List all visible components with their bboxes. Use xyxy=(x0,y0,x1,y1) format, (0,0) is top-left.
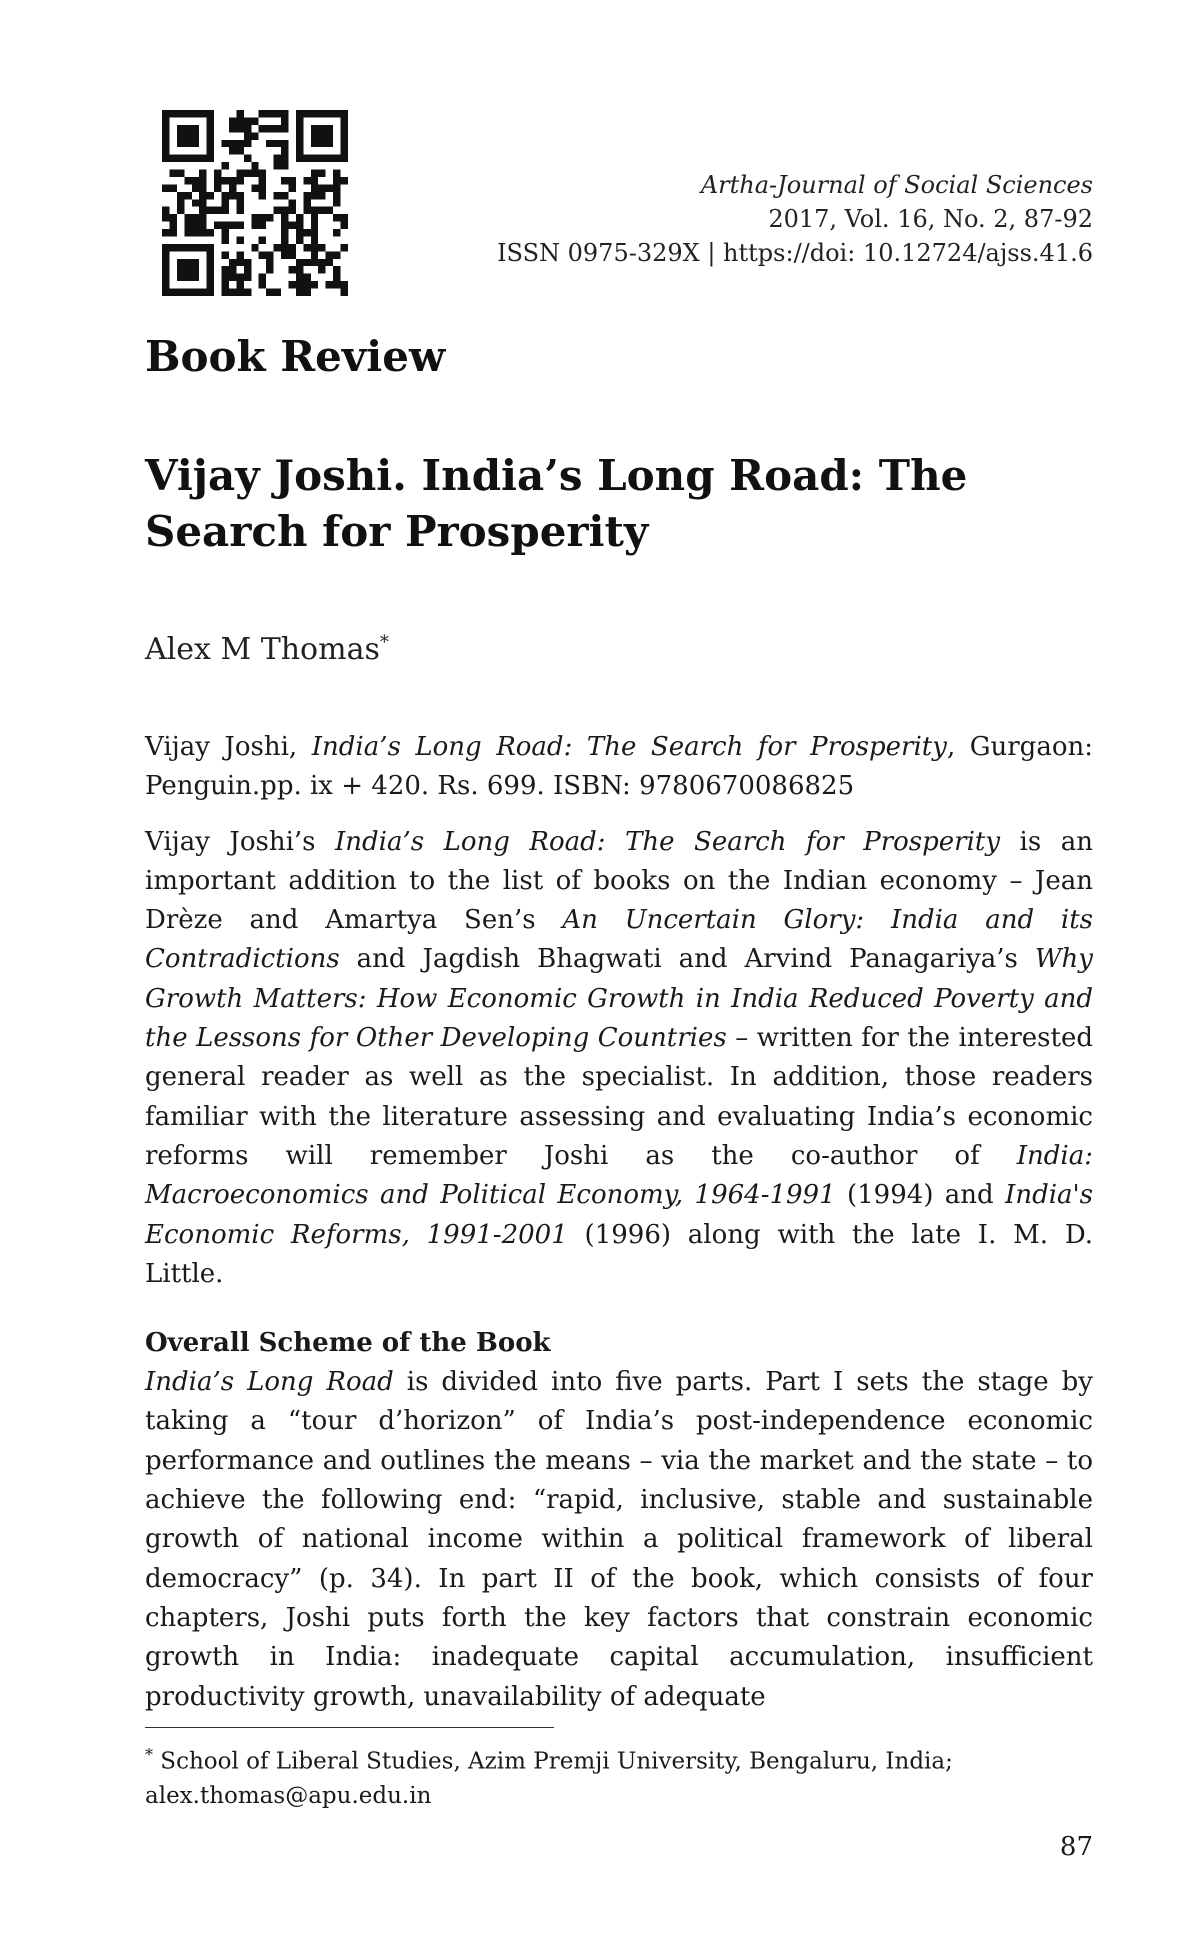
page-number: 87 xyxy=(1059,1832,1093,1862)
journal-name: Artha-Journal of Social Sciences xyxy=(700,171,1093,199)
qr-code-icon xyxy=(162,110,348,296)
text-run: – written for the interested general reader as well as the specialist. In addition, those readers familiar with the literature assessing and evaluating India’s economic reforms will remember Joshi as the co-author of xyxy=(145,1023,1093,1171)
journal-issn: ISSN 0975-329X | https://doi: 10.12724/ajss.41.6 xyxy=(497,239,1093,267)
intro-paragraph xyxy=(145,823,1093,1295)
footnote-mark: * xyxy=(145,1745,153,1764)
citation-details: , Gurgaon: Penguin.pp. ix + 420. Rs. 699. ISBN: 9780670086825 xyxy=(145,732,1093,802)
citation-paragraph xyxy=(145,728,1093,807)
italic-title: India: Macroeconomics and Political Economy, 1964-1991 xyxy=(145,1140,1093,1211)
scheme-paragraph xyxy=(145,1363,1093,1717)
text-run: (1994) and xyxy=(835,1180,1006,1211)
citation-book: India’s Long Road: The Search for Prosperity xyxy=(311,732,947,762)
article-body xyxy=(145,728,1093,1717)
text-run: (1996) along with the late I. M. D. Little. xyxy=(145,1219,1093,1289)
journal-info xyxy=(497,168,1093,270)
text-run: is divided into five parts. Part I sets the stage by taking a “tour d’horizon” of India’s post-independence economic performance and outlines the means – via the market and the state – to achieve the following end: “rapid, inclusive, stable and sustainable growth of national income within a political framework of liberal democracy” (p. 34). In part II of the book, which consists of four chapters, Joshi puts forth the key factors that constrain economic growth in India: inadequate capital accumulation, insufficient productivity growth, unavailability of adequate xyxy=(145,1367,1093,1712)
footnote xyxy=(145,1738,1093,1813)
footnote-text: School of Liberal Studies, Azim Premji University, Bengaluru, India; alex.thomas@apu.edu.in xyxy=(145,1748,953,1809)
italic-title: India’s Long Road: The Search for Prosperity xyxy=(335,826,1001,857)
author-name: Alex M Thomas xyxy=(145,632,380,667)
section-label: Book Review xyxy=(145,332,446,381)
citation-author: Vijay Joshi, xyxy=(145,732,312,762)
italic-title: Why Growth Matters: How Economic Growth in India Reduced Poverty and the Lessons for Other Developing Countries xyxy=(145,944,1093,1054)
author-line xyxy=(145,632,389,667)
section-heading: Overall Scheme of the Book xyxy=(145,1328,551,1359)
italic-title: India’s Long Road xyxy=(145,1367,394,1398)
text-run: is an important addition to the list of books on the Indian economy – Jean Drèze and Amartya Sen’s xyxy=(145,826,1093,936)
italic-title: India's Economic Reforms, 1991-2001 xyxy=(145,1180,1094,1250)
article-title: Vijay Joshi. India’s Long Road: The Search for Prosperity xyxy=(145,451,968,556)
text-run: and Jagdish Bhagwati and Arvind Panagariya’s xyxy=(339,944,1035,975)
text-run: Vijay Joshi’s xyxy=(145,826,335,857)
author-footnote-mark: * xyxy=(379,632,389,653)
italic-title: An Uncertain Glory: India and its Contradictions xyxy=(145,905,1093,975)
footnote-rule xyxy=(145,1727,554,1728)
journal-volume: 2017, Vol. 16, No. 2, 87-92 xyxy=(768,205,1093,233)
